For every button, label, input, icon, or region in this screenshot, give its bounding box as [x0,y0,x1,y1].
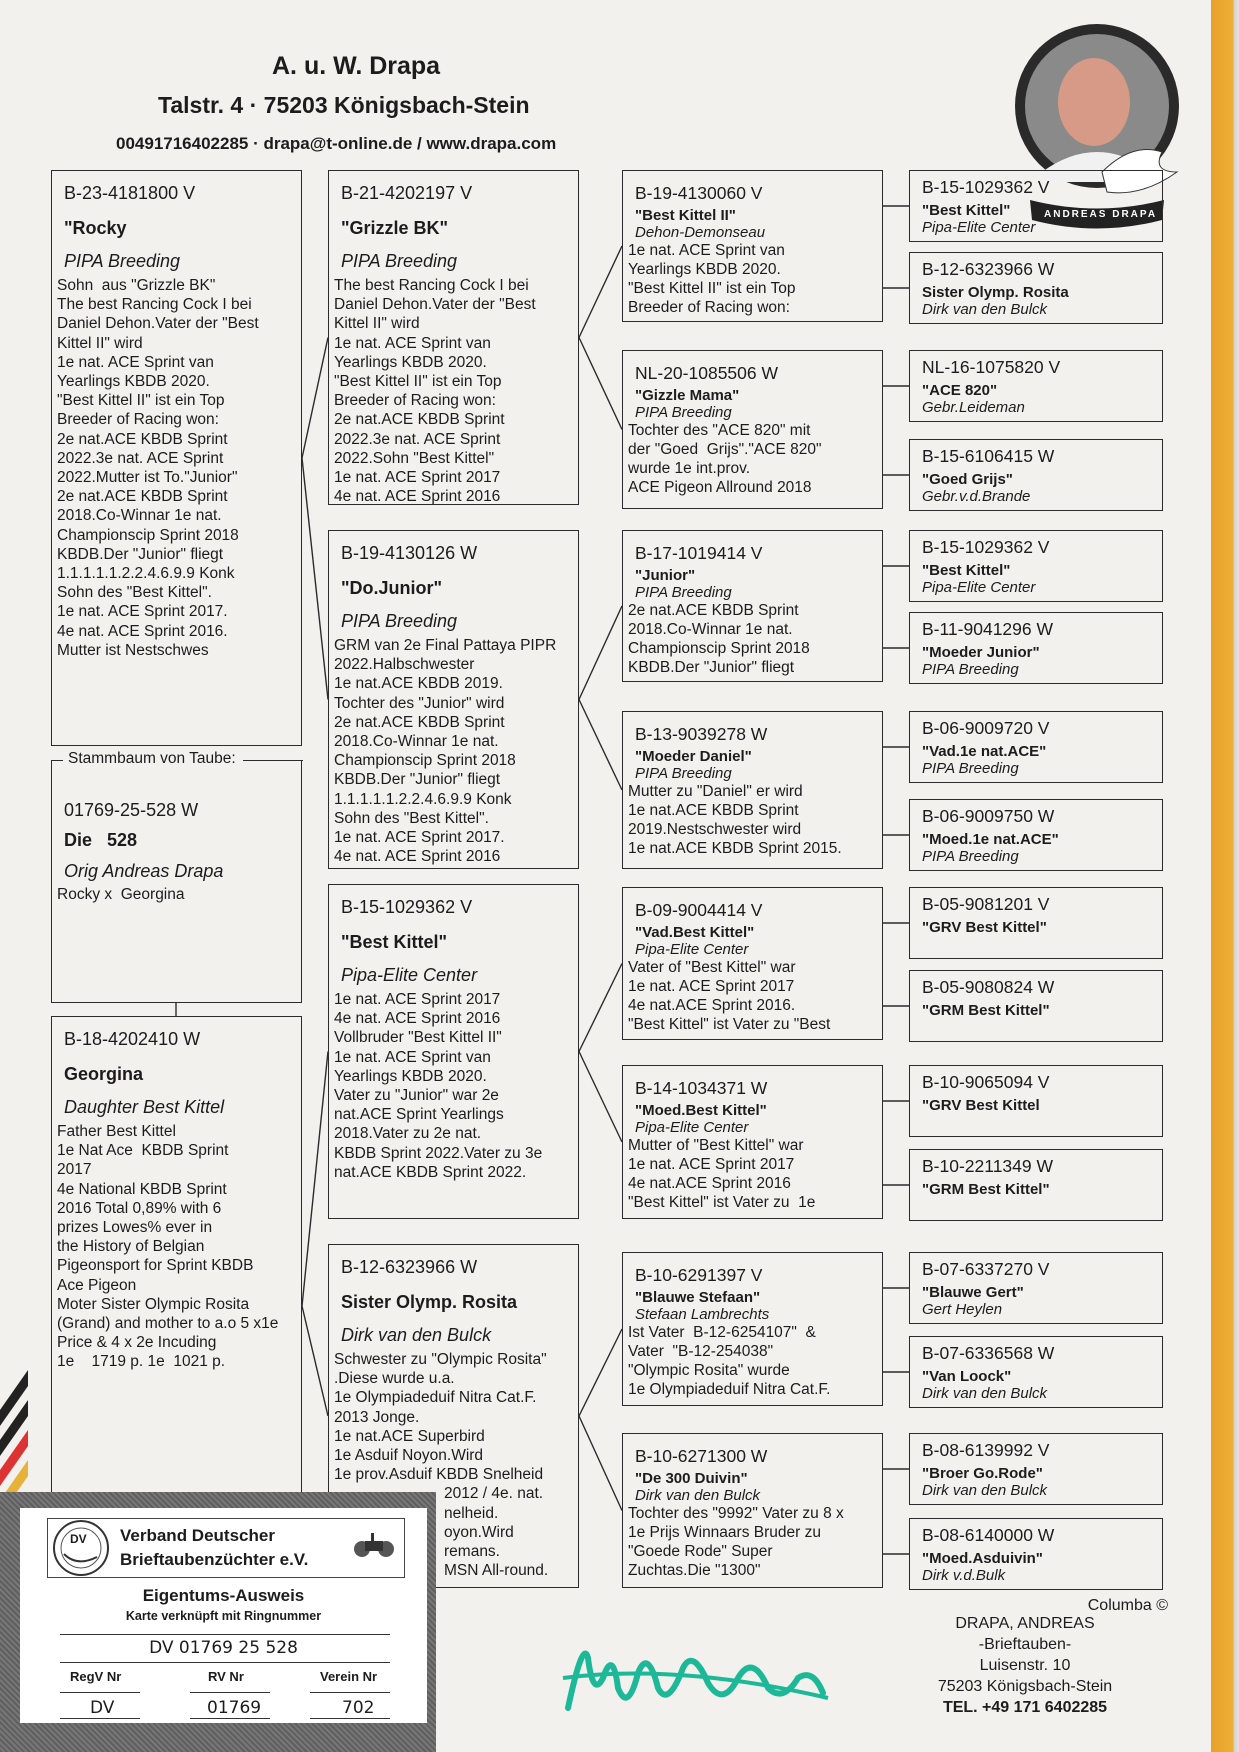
note-line: (Grand) and mother to a.o 5 x1e [57,1315,279,1333]
pigeon-notes [334,636,578,866]
breeder-name: Pipa-Elite Center [635,941,749,958]
note-line: Daniel Dehon.Vater der "Best [57,315,259,333]
breeder-name: PIPA Breeding [341,611,458,631]
pedigree-box-gen3 [622,1252,883,1406]
pedigree-box-gen3 [622,887,883,1040]
pigeon-name: "Best Kittel" [922,202,1011,219]
ring-number: B-15-1029362 V [341,897,473,917]
note-line: "Best Kittel" ist Vater zu 1e [628,1194,816,1211]
signature [558,1618,838,1728]
breeder-name: PIPA Breeding [635,404,732,421]
pedigree-box-gen4 [909,350,1163,422]
card-title: Eigentums-Ausweis [142,1586,305,1605]
pigeon-info-box [51,750,302,1003]
ring-number: B-21-4202197 V [341,183,473,203]
breeder-name: Dirk van den Bulck [922,1385,1048,1402]
breeder-name: Dirk van den Bulck [922,1482,1048,1499]
breeder-name: PIPA Breeding [635,765,732,782]
ring-number: B-08-6140000 W [922,1525,1055,1545]
footer-line: TEL. +49 171 6402285 [942,1699,1108,1716]
note-line: ACE Pigeon Allround 2018 [628,479,812,496]
pigeon-notes [57,1122,301,1372]
pedigree-box-gen4 [909,252,1163,324]
note-line: 2022.3e nat. ACE Sprint [57,449,224,467]
card-value-regv: DV [90,1698,115,1718]
pigeon-name: "Do.Junior" [341,578,443,598]
ring-number: B-17-1019414 V [635,543,763,563]
breeder-name: PIPA Breeding [635,584,732,601]
note-line: 2e nat.ACE KBDB Sprint [334,713,505,731]
breeder-name: Dirk van den Bulck [635,1487,761,1504]
pigeon-notes [334,990,578,1182]
note-line: Kittel II" wird [334,315,420,333]
pigeon-name: "Vad.Best Kittel" [635,924,755,941]
ring-number: B-15-6106415 W [922,446,1055,466]
ring-number: B-19-4130126 W [341,543,478,563]
pigeon-name: "Best Kittel II" [635,207,736,224]
photo-badge-text: ANDREAS DRAPA [1044,209,1158,220]
note-line: 2018.Co-Winnar 1e nat. [334,733,499,751]
note-line: 2013 Jonge. [334,1408,420,1426]
note-line: 1e 1719 p. 1e 1021 p. [57,1353,226,1371]
breeder-name: PIPA Breeding [922,760,1019,777]
note-line: 1e nat.ACE KBDB Sprint 2015. [628,840,842,857]
breeder-name: Dirk v.d.Bulk [922,1567,1006,1584]
note-line: 2018.Vater zu 2e nat. [334,1125,482,1143]
note-line: Tochter des "ACE 820" mit [628,422,811,439]
breeder-name: Pipa-Elite Center [635,1119,749,1136]
pigeon-name: Sister Olymp. Rosita [341,1292,518,1312]
columba-copyright: Columba © [1087,1597,1168,1614]
ring-number: B-10-6291397 V [635,1265,763,1285]
pigeon-name: Georgina [64,1064,144,1084]
note-line: The best Rancing Cock I bei [334,277,529,294]
note-line: Father Best Kittel [57,1123,176,1140]
pigeon-notes [628,958,882,1034]
pedigree-box-gen3 [622,350,883,509]
note-line: 1e nat.ACE KBDB 2019. [334,675,503,693]
note-line: "Olympic Rosita" wurde [628,1362,790,1379]
ownership-card [0,1492,436,1752]
pigeon-name: "GRV Best Kittel [922,1097,1040,1114]
note-line: Ace Pigeon [57,1276,137,1294]
ring-number: B-18-4202410 W [64,1029,201,1049]
note-line: 1.1.1.1.1.2.2.4.6.9.9 Konk [334,790,512,808]
pigeon-name: "Blauwe Stefaan" [635,1289,761,1306]
note-line: Championscip Sprint 2018 [334,752,516,770]
note-line: 2012 / 4e. nat. [444,1485,544,1503]
connector-line [302,338,328,459]
note-line: Tochter des "Junior" wird [334,694,505,712]
note-line: Sohn aus "Grizzle BK" [57,277,216,294]
pedigree-box-gen3 [622,1065,883,1219]
card-subtitle: Karte verknüpft mit Ringnummer [125,1609,322,1623]
note-line: Yearlings KBDB 2020. [57,373,210,391]
ring-number: B-09-9004414 V [635,900,763,920]
card-value-verein: 702 [342,1698,375,1718]
note-line: Championscip Sprint 2018 [628,640,810,657]
note-line: 1e nat. ACE Sprint 2017. [334,829,505,847]
connector-line [579,964,622,1052]
pigeon-name: "GRV Best Kittel" [922,919,1047,936]
note-line: 1e Asduif Noyon.Wird [334,1447,484,1465]
pigeon-name: "Junior" [635,567,696,584]
note-line: wurde 1e int.prov. [628,460,751,477]
note-line: Breeder of Racing won: [628,299,790,316]
breeder-name: Pipa-Elite Center [922,579,1036,596]
note-line: Ist Vater B-12-6254107" & [628,1324,816,1341]
pedigree-box-gen4 [909,1149,1163,1221]
ring-number: B-19-4130060 V [635,183,763,203]
pigeon-notes [628,601,882,677]
ring-number: B-05-9081201 V [922,894,1050,914]
ring-number: B-10-2211349 W [922,1156,1054,1176]
breeder-name: Gert Heylen [922,1301,1003,1318]
ring-number: B-08-6139992 V [922,1440,1050,1460]
note-line: 4e nat.ACE Sprint 2016 [628,1175,791,1192]
ring-number: B-06-9009720 V [922,718,1050,738]
breeder-name: Pipa-Elite Center [922,219,1036,236]
note-line: the History of Belgian [57,1238,205,1256]
note-line: 1e nat.ACE Superbird [334,1427,485,1445]
pigeon-notes [628,1504,882,1580]
note-line: 1e nat. ACE Sprint van [628,242,785,259]
dv-logo-text: DV [70,1532,87,1546]
pedigree-box-gen4 [909,1518,1163,1590]
pigeon-notes [628,421,882,497]
note-line: 1e nat. ACE Sprint 2017 [628,1156,795,1173]
note-line: Yearlings KBDB 2020. [334,1067,487,1085]
pedigree-box-gen4 [909,711,1163,783]
note-line: 2018.Co-Winnar 1e nat. [628,621,793,638]
pigeon-name: "Van Loock" [922,1368,1012,1385]
ring-number: B-07-6336568 W [922,1343,1055,1363]
breeder-name: Gebr.v.d.Brande [922,488,1031,505]
note-line: Championscip Sprint 2018 [57,526,239,544]
pigeon-name: "Gizzle Mama" [635,387,740,404]
breeder-name: PIPA Breeding [341,251,458,271]
pigeon-name: "Best Kittel" [341,932,448,952]
pigeon-name: "Moeder Daniel" [635,748,752,765]
note-line: Yearlings KBDB 2020. [334,353,487,371]
breeder-name: Dirk van den Bulck [341,1325,492,1345]
ring-number: B-12-6323966 W [341,1257,478,1277]
pedigree-box-gen1 [51,170,302,746]
ring-number: B-15-1029362 V [922,177,1050,197]
pigeon-name: "Grizzle BK" [341,218,449,238]
note-line: Tochter des "9992" Vater zu 8 x [628,1505,844,1522]
card-org-line2: Brieftaubenzüchter e.V. [120,1550,309,1569]
pigeon-breeder: Orig Andreas Drapa [64,861,224,881]
connector-line [579,1329,622,1416]
note-line: 1e nat. ACE Sprint van [57,353,214,371]
pedigree-box-gen2 [328,884,579,1219]
breeder-contact: 00491716402285 · drapa@t-online.de / www.drapa.com [116,134,557,153]
pedigree-box-gen2 [328,170,579,505]
note-line: nelheid. [444,1504,499,1522]
footer-line: Luisenstr. 10 [979,1657,1071,1674]
card-header-rv: RV Nr [208,1669,244,1684]
note-line: der "Goed Grijs"."ACE 820" [628,441,822,458]
note-line: KBDB.Der "Junior" fliegt [57,545,224,563]
note-line: KBDB Sprint 2022.Vater zu 3e [334,1144,543,1162]
note-line: 1e nat. ACE Sprint van [334,1048,491,1066]
note-line: 1e nat. ACE Sprint 2017. [57,603,228,621]
pigeon-name: "GRM Best Kittel" [922,1002,1050,1019]
pigeon-notes [628,241,882,317]
pigeon-name: "ACE 820" [922,382,998,399]
note-line: 1.1.1.1.1.2.2.4.6.9.9 Konk [57,565,235,583]
note-line: 2022.Halbschwester [334,656,475,674]
connector-line [579,246,622,338]
card-header-verein: Verein Nr [320,1669,378,1684]
note-line: Yearlings KBDB 2020. [628,261,781,278]
note-line: KBDB.Der "Junior" fliegt [334,771,501,789]
note-line: The best Rancing Cock I bei [57,296,252,314]
note-line: 2e nat.ACE KBDB Sprint [334,411,505,429]
note-line: "Best Kittel II" ist ein Top [628,280,796,297]
ring-number: B-06-9009750 W [922,806,1055,826]
pedigree-box-gen4 [909,970,1163,1042]
note-line: Sohn des "Best Kittel". [57,584,212,602]
pigeon-name: Sister Olymp. Rosita [922,284,1069,301]
note-line: 2e nat.ACE KBDB Sprint [628,602,799,619]
note-line: "Goede Rode" Super [628,1543,773,1560]
note-line: Vater "B-12-254038" [628,1343,774,1360]
note-line: remans. [444,1543,500,1561]
note-line: Zuchtas.Die "1300" [628,1562,761,1579]
connector-line [302,1306,328,1416]
pigeon-name: "Best Kittel" [922,562,1011,579]
ring-number: B-12-6323966 W [922,259,1055,279]
note-line: 2018.Co-Winnar 1e nat. [57,507,222,525]
pigeon-parents: Rocky x Georgina [57,886,185,903]
breeder-name: PIPA Breeding [922,661,1019,678]
pedigree-box-gen4 [909,530,1163,602]
ring-number: B-15-1029362 V [922,537,1050,557]
breeder-name: PIPA Breeding [922,848,1019,865]
note-line: 2022.Sohn "Best Kittel" [334,449,495,467]
note-line: MSN All-round. [444,1562,549,1580]
note-line: prizes Lowes% ever in [57,1219,213,1237]
note-line: 2022.Mutter ist To."Junior" [57,469,238,487]
pigeon-name: "Moed.Best Kittel" [635,1102,767,1119]
ring-number: B-13-9039278 W [635,724,768,744]
connector-line [579,606,622,700]
connector-line [579,338,622,430]
pigeon-name: "Moeder Junior" [922,644,1040,661]
footer-line: -Brieftauben- [978,1636,1072,1653]
note-line: 1e nat. ACE Sprint 2017 [628,978,795,995]
pigeon-name: "Vad.1e nat.ACE" [922,743,1047,760]
ring-number: B-11-9041296 W [922,619,1054,639]
note-line: 1e nat. ACE Sprint 2017 [334,469,501,487]
ring-number: B-07-6337270 V [922,1259,1050,1279]
note-line: Mutter of "Best Kittel" war [628,1137,804,1154]
card-ring-number: DV 01769 25 528 [149,1638,298,1658]
pedigree-box-gen4 [909,439,1163,511]
note-line: 2022.3e nat. ACE Sprint [334,430,501,448]
breeder-name: Pipa-Elite Center [341,965,478,985]
breeder-name: PIPA Breeding [64,251,181,271]
note-line: Vater of "Best Kittel" war [628,959,796,976]
note-line: Breeder of Racing won: [57,411,219,429]
note-line: 1e nat. ACE Sprint 2017 [334,991,501,1008]
ring-number: B-10-6271300 W [635,1446,768,1466]
note-line: KBDB.Der "Junior" fliegt [628,659,795,676]
note-line: Vollbruder "Best Kittel II" [334,1029,502,1047]
pigeon-name: "Goed Grijs" [922,471,1013,488]
pedigree-box-gen4 [909,612,1163,684]
note-line: 1e nat.ACE KBDB Sprint [628,802,799,819]
note-line: 1e Nat Ace KBDB Sprint [57,1142,229,1160]
pigeon-notes [628,1136,882,1212]
breeder-name: Stefaan Lambrechts [635,1306,770,1323]
note-line: 1e Prijs Winnaars Bruder zu [628,1524,821,1541]
note-line: 1e nat. ACE Sprint van [334,334,491,352]
pedigree-box-gen3 [622,711,883,869]
pigeon-label: Stammbaum von Taube: [64,750,240,768]
footer-line: DRAPA, ANDREAS [955,1615,1095,1632]
pigeon-ring: 01769-25-528 W [64,800,199,820]
ring-number: B-10-9065094 V [922,1072,1050,1092]
ring-number: NL-20-1085506 W [635,363,778,383]
ring-number: B-23-4181800 V [64,183,196,203]
pigeon-name: "Rocky [64,218,127,238]
note-line: Pigeonsport for Sprint KBDB [57,1257,254,1275]
note-line: Moter Sister Olympic Rosita [57,1295,250,1313]
footer-line: 75203 Königsbach-Stein [937,1678,1113,1695]
pedigree-box-gen4 [909,887,1163,959]
pedigree-box-gen4 [909,1065,1163,1137]
dv-logo-icon [52,1519,112,1579]
note-line: 2e nat.ACE KBDB Sprint [57,430,228,448]
note-line: GRM van 2e Final Pattaya PIPR [334,637,557,654]
pedigree-box-gen4 [909,1336,1163,1408]
pigeon-name: "De 300 Duivin" [635,1470,748,1487]
pedigree-box-gen3 [622,1433,883,1588]
pigeon-name: "Moed.1e nat.ACE" [922,831,1059,848]
pigeon-name: "Broer Go.Rode" [922,1465,1043,1482]
ring-number: B-05-9080824 W [922,977,1055,997]
pedigree-box-gen2 [328,530,579,869]
motorbike-icon [353,1531,395,1561]
breeder-name: Gebr.Leideman [922,399,1025,416]
breeder-name: Dehon-Demonseau [635,224,766,241]
connector-line [579,1052,622,1143]
breeder-name: Dirk van den Bulck [922,301,1048,318]
pigeon-notes [57,276,301,660]
pigeon-name: "Moed.Asduivin" [922,1550,1043,1567]
ring-number: B-14-1034371 W [635,1078,768,1098]
note-line: .Diese wurde u.a. [334,1370,455,1388]
note-line: oyon.Wird [444,1523,514,1541]
breeder-name: Daughter Best Kittel [64,1097,225,1117]
pigeon-notes [628,782,882,858]
pedigree-box-gen4 [909,799,1163,871]
pedigree-box-gen3 [622,530,883,682]
pigeon-name: "GRM Best Kittel" [922,1181,1050,1198]
note-line: Kittel II" wird [57,334,143,352]
note-line: Vater zu "Junior" war 2e [334,1087,499,1105]
note-line: 2019.Nestschwester wird [628,821,802,838]
note-line: 2016 Total 0,89% with 6 [57,1199,222,1217]
connector-line [302,1052,328,1307]
note-line: nat.ACE Sprint Yearlings [334,1106,504,1124]
note-line: 4e nat. ACE Sprint 2016. [57,622,228,640]
note-line: Daniel Dehon.Vater der "Best [334,296,536,314]
note-line: "Best Kittel II" ist ein Top [57,392,225,410]
note-line: 2017 [57,1161,92,1179]
note-line: Price & 4 x 2e Incuding [57,1334,217,1352]
pedigree-box-gen4 [909,1433,1163,1505]
note-line: 4e nat.ACE Sprint 2016. [628,997,796,1014]
card-header-regv: RegV Nr [70,1669,122,1684]
note-line: 2e nat.ACE KBDB Sprint [57,488,228,506]
note-line: Schwester zu "Olympic Rosita" [334,1351,547,1368]
card-org-line1: Verband Deutscher [120,1526,275,1545]
pedigree-box-gen4 [909,1252,1163,1324]
note-line: 4e nat. ACE Sprint 2016 [334,488,501,505]
note-line: 1e prov.Asduif KBDB Snelheid [334,1466,544,1484]
note-line: Breeder of Racing won: [334,392,496,410]
note-line: nat.ACE KBDB Sprint 2022. [334,1163,527,1181]
note-line: 1e Olympiadeduif Nitra Cat.F. [628,1381,831,1398]
pigeon-notes [628,1323,882,1399]
note-line: 1e Olympiadeduif Nitra Cat.F. [334,1389,537,1407]
card-header [47,1518,405,1578]
note-line: Mutter ist Nestschwes [57,641,209,659]
note-line: Sohn des "Best Kittel". [334,809,489,827]
note-line: 4e nat. ACE Sprint 2016 [334,848,501,866]
pedigree-box-gen4 [909,170,1163,242]
card-value-rv: 01769 [207,1698,262,1718]
pedigree-box-gen3 [622,170,883,322]
ring-number: NL-16-1075820 V [922,357,1061,377]
pigeon-name: Die 528 [64,830,138,850]
note-line: Mutter zu "Daniel" er wird [628,783,803,800]
pigeon-name: "Blauwe Gert" [922,1284,1024,1301]
breeder-address: Talstr. 4 · 75203 Königsbach-Stein [158,92,530,118]
connector-line [579,700,622,791]
connector-line [302,458,328,700]
pigeon-notes [334,276,578,505]
note-line: 4e National KBDB Sprint [57,1180,227,1198]
note-line: "Best Kittel" ist Vater zu "Best [628,1016,831,1033]
breeder-title: A. u. W. Drapa [272,52,441,80]
connector-line [579,1416,622,1511]
note-line: "Best Kittel II" ist ein Top [334,373,502,391]
note-line: 4e nat. ACE Sprint 2016 [334,1010,501,1028]
